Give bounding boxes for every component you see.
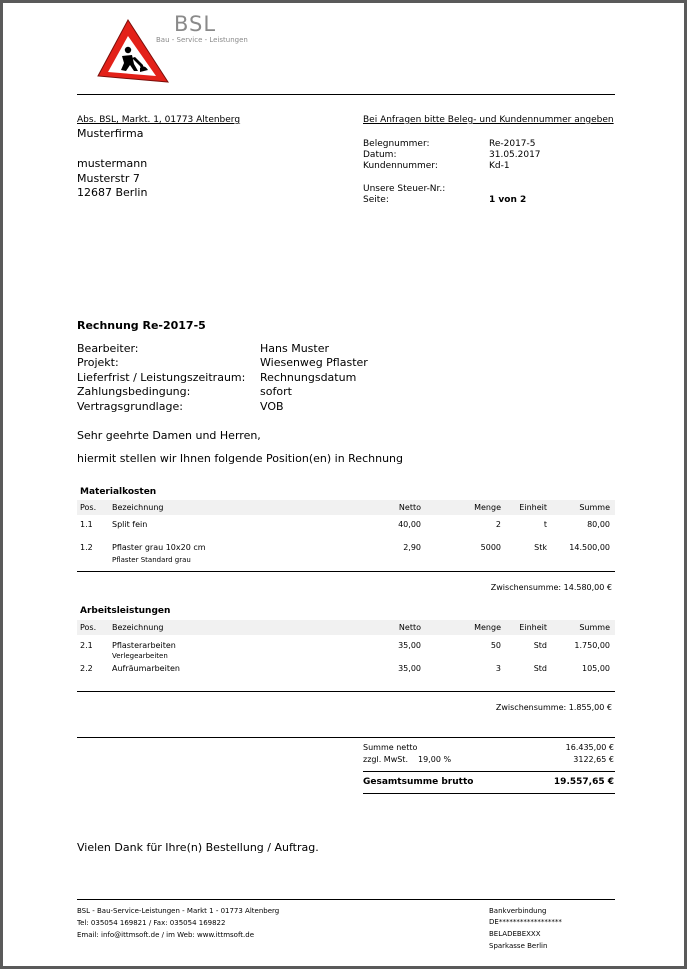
detail-label: Bearbeiter:	[77, 342, 139, 355]
belegnummer-value: Re-2017-5	[489, 139, 536, 149]
col-summe: Summe	[579, 503, 610, 512]
recipient-name: mustermann	[77, 157, 148, 170]
item-summe: 14.500,00	[569, 543, 610, 552]
sender-line: Abs. BSL, Markt. 1, 01773 Altenberg	[77, 115, 241, 125]
col-netto: Netto	[398, 503, 421, 512]
footer-address: BSL - Bau-Service-Leistungen - Markt 1 - 01773 Altenberg	[77, 907, 280, 915]
col-netto: Netto	[398, 623, 421, 632]
item-pos: 1.1	[80, 520, 93, 529]
item-einheit: t	[543, 520, 547, 529]
brutto-divider-bottom	[363, 793, 615, 794]
mwst-value: 3122,65 €	[573, 755, 614, 764]
summe-netto-value: 16.435,00 €	[565, 743, 614, 752]
thanks-text: Vielen Dank für Ihre(n) Bestellung / Auftrag.	[77, 841, 319, 854]
detail-label: Zahlungsbedingung:	[77, 385, 191, 398]
datum-label: Datum:	[363, 150, 397, 160]
item-pos: 2.2	[80, 664, 93, 673]
item-bezeichnung: Pflaster grau 10x20 cm	[112, 543, 206, 552]
detail-value: VOB	[260, 400, 284, 413]
item-menge: 50	[490, 641, 501, 650]
logo-tagline: Bau - Service - Leistungen	[156, 36, 248, 44]
bank-bic: BELADEBEXXX	[489, 930, 541, 938]
col-bezeichnung: Bezeichnung	[112, 623, 164, 632]
detail-value: Wiesenweg Pflaster	[260, 356, 368, 369]
seite-label: Seite:	[363, 195, 389, 205]
footer-divider	[77, 899, 615, 900]
brutto-value: 19.557,65 €	[553, 777, 614, 787]
mwst-label: zzgl. MwSt.	[363, 755, 408, 764]
belegnummer-label: Belegnummer:	[363, 139, 430, 149]
section-title: Arbeitsleistungen	[80, 606, 171, 616]
detail-label: Projekt:	[77, 356, 119, 369]
section-divider	[77, 691, 615, 692]
col-einheit: Einheit	[519, 503, 547, 512]
col-pos: Pos.	[80, 623, 97, 632]
col-menge: Menge	[474, 503, 501, 512]
bank-name: Sparkasse Berlin	[489, 942, 548, 950]
col-einheit: Einheit	[519, 623, 547, 632]
item-summe: 1.750,00	[574, 641, 610, 650]
kundennummer-value: Kd-1	[489, 161, 510, 171]
greeting: Sehr geehrte Damen und Herren,	[77, 429, 261, 442]
footer-web: Email: info@ittmsoft.de / im Web: www.ittmsoft.de	[77, 931, 255, 939]
item-einheit: Stk	[534, 543, 547, 552]
detail-label: Vertragsgrundlage:	[77, 400, 183, 413]
bank-iban: DE******************	[489, 918, 562, 926]
item-netto: 35,00	[398, 664, 421, 673]
brutto-label: Gesamtsumme brutto	[363, 777, 474, 787]
mwst-rate: 19,00 %	[418, 755, 452, 764]
item-summe: 80,00	[587, 520, 610, 529]
detail-value: Hans Muster	[260, 342, 330, 355]
invoice-title: Rechnung Re-2017-5	[77, 319, 206, 332]
col-bezeichnung: Bezeichnung	[112, 503, 164, 512]
item-netto: 2,90	[403, 543, 421, 552]
seite-value: 1 von 2	[489, 195, 527, 205]
subtotal: Zwischensumme: 14.580,00 €	[490, 583, 612, 592]
section-title: Materialkosten	[80, 487, 157, 497]
item-einheit: Std	[533, 664, 547, 673]
intro-text: hiermit stellen wir Ihnen folgende Position(en) in Rechnung	[77, 452, 403, 465]
item-netto: 40,00	[398, 520, 421, 529]
col-menge: Menge	[474, 623, 501, 632]
item-menge: 2	[495, 520, 501, 529]
recipient-company: Musterfirma	[77, 127, 144, 140]
item-netto: 35,00	[398, 641, 421, 650]
col-pos: Pos.	[80, 503, 97, 512]
item-menge: 5000	[480, 543, 501, 552]
steuer-label: Unsere Steuer-Nr.:	[363, 184, 446, 194]
item-summe: 105,00	[582, 664, 610, 673]
recipient-street: Musterstr 7	[77, 172, 140, 185]
totals-divider	[77, 737, 615, 738]
subtotal: Zwischensumme: 1.855,00 €	[495, 703, 612, 712]
logo-brand: BSL	[174, 12, 217, 36]
item-subtext: Verlegearbeiten	[112, 652, 168, 660]
item-pos: 2.1	[80, 641, 93, 650]
kundennummer-label: Kundennummer:	[363, 161, 438, 171]
header-divider	[77, 94, 615, 95]
detail-value: Rechnungsdatum	[260, 371, 357, 384]
detail-label: Lieferfrist / Leistungszeitraum:	[77, 371, 246, 384]
section-divider	[77, 571, 615, 572]
item-pos: 1.2	[80, 543, 93, 552]
item-subtext: Pflaster Standard grau	[112, 556, 191, 564]
bank-title: Bankverbindung	[489, 907, 547, 915]
item-bezeichnung: Pflasterarbeiten	[112, 641, 176, 650]
item-bezeichnung: Aufräumarbeiten	[112, 664, 180, 673]
item-menge: 3	[495, 664, 501, 673]
detail-value: sofort	[260, 385, 292, 398]
brutto-divider-top	[363, 771, 615, 772]
datum-value: 31.05.2017	[489, 150, 541, 160]
construction-sign-icon	[94, 16, 174, 86]
footer-phone: Tel: 035054 169821 / Fax: 035054 169822	[77, 919, 226, 927]
item-einheit: Std	[533, 641, 547, 650]
item-bezeichnung: Split fein	[112, 520, 148, 529]
recipient-city: 12687 Berlin	[77, 186, 148, 199]
summe-netto-label: Summe netto	[363, 743, 418, 752]
col-summe: Summe	[579, 623, 610, 632]
info-hint: Bei Anfragen bitte Beleg- und Kundennummer angeben	[363, 115, 614, 125]
